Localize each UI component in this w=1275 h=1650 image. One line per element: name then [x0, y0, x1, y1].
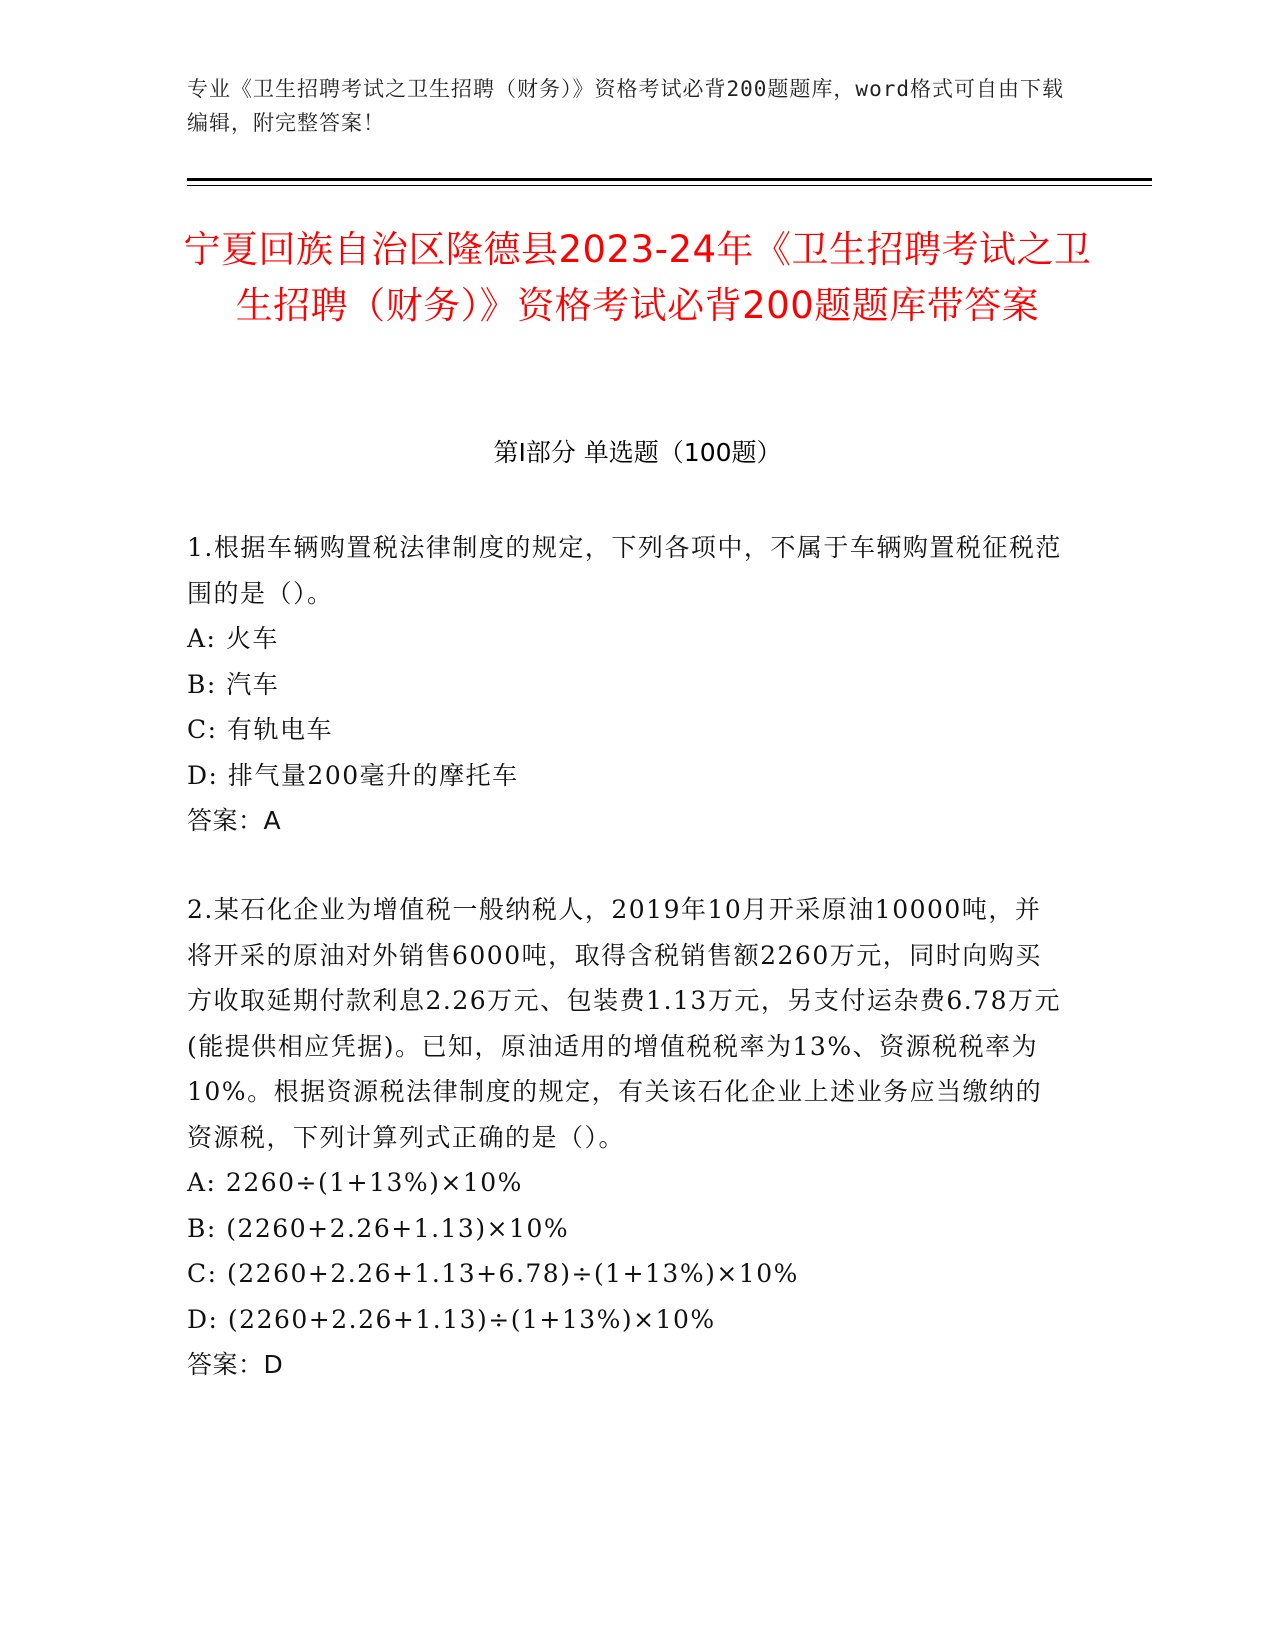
question-2 — [187, 887, 1067, 1388]
option-c: C: 有轨电车 — [187, 715, 333, 744]
document-title: 宁夏回族自治区隆德县2023-24年《卫生招聘考试之卫生招聘（财务）》资格考试必背200题题库带答案 — [183, 228, 1092, 327]
question-stem: 2.某石化企业为增值税一般纳税人，2019年10月开采原油10000吨，并将开采的原油对外销售6000吨，取得含税销售额2260万元，同时向购买方收取延期付款利息2.26万元、包装费1.13万元，另支付运杂费6.78万元(能提供相应凭据)。已知，原油适用的增值税税率为13%、资源税税率为10%。根据资源税法律制度的规定，有关该石化企业上述业务应当缴纳的资源税，下列计算列式正确的是（）。 — [187, 895, 1061, 1152]
option-d: D: (2260+2.26+1.13)÷(1+13%)×10% — [187, 1304, 716, 1334]
answer-line: 答案：D — [187, 1350, 284, 1379]
option-b: B: 汽车 — [187, 669, 280, 699]
option-d: D: 排气量200毫升的摩托车 — [187, 760, 519, 790]
section-heading: 第Ⅰ部分 单选题（100题） — [493, 438, 782, 467]
question-stem: 1.根据车辆购置税法律制度的规定，下列各项中，不属于车辆购置税征税范围的是（）。 — [187, 533, 1062, 608]
option-c: C: (2260+2.26+1.13+6.78)÷(1+13%)×10% — [187, 1259, 799, 1288]
header-divider-thick — [187, 178, 1152, 181]
option-a: A: 火车 — [187, 624, 279, 653]
option-b: B: (2260+2.26+1.13)×10% — [187, 1213, 570, 1243]
option-a: A: 2260÷(1+13%)×10% — [187, 1168, 523, 1197]
answer-line: 答案：A — [187, 806, 282, 835]
question-1 — [187, 525, 1067, 844]
intro-text: 专业《卫生招聘考试之卫生招聘（财务）》资格考试必背200题题库，word格式可自由下载编辑，附完整答案！ — [187, 77, 1064, 135]
header-divider-thin — [187, 185, 1152, 186]
